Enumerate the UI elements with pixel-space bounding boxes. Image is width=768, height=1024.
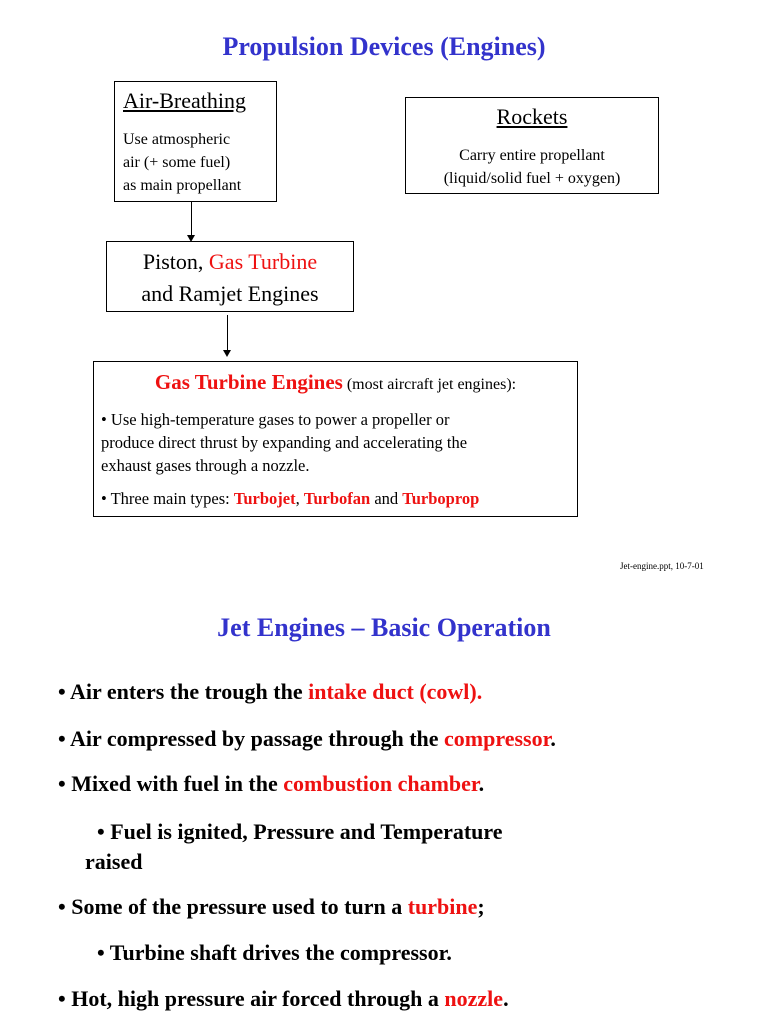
engine-types-line-2: and Ramjet Engines: [141, 281, 319, 306]
gas-turbine-bullet-2: [101, 489, 479, 509]
types-separator: ,: [295, 489, 304, 508]
bullet-text: .: [478, 771, 485, 796]
turbofan-label: Turbofan: [303, 489, 371, 508]
turbojet-label: Turbojet: [233, 489, 296, 508]
operation-bullet-turbine: [58, 894, 485, 920]
bullet-text: ;: [477, 894, 485, 919]
turboprop-label: Turboprop: [402, 489, 480, 508]
operation-bullet-nozzle: [58, 986, 509, 1012]
air-breathing-line: air (+ some fuel): [123, 154, 231, 171]
gas-turbine-engines-box: [93, 361, 578, 517]
bullet-1-line: produce direct thrust by expanding and accelerating the: [101, 433, 468, 452]
air-breathing-heading: Air-Breathing: [123, 88, 246, 113]
bullet-text: • Hot, high pressure air forced through a: [58, 986, 445, 1011]
piston-label: Piston,: [142, 249, 209, 274]
connector-arrow-2: [227, 315, 228, 351]
bullet-text: • Some of the pressure used to turn a: [58, 894, 408, 919]
arrowhead-2: [223, 350, 231, 357]
ignition-line-2: raised: [85, 849, 143, 874]
air-breathing-box: [114, 81, 277, 202]
rockets-box: [405, 97, 659, 194]
slide2-title: Jet Engines – Basic Operation: [217, 613, 551, 642]
operation-bullet-compressor: [58, 726, 556, 752]
gas-turbine-heading-rest: (most aircraft jet engines):: [342, 376, 517, 393]
gas-turbine-bullet-1: [101, 408, 467, 477]
bullet-text: • Air enters the trough the: [58, 679, 309, 704]
air-breathing-line: as main propellant: [123, 177, 242, 194]
bullet-text: • Air compressed by passage through the: [58, 726, 445, 751]
engine-types-line-1: [107, 242, 353, 278]
bullet-text: .: [550, 726, 556, 751]
slide1-title: Propulsion Devices (Engines): [222, 32, 546, 61]
rockets-description: [406, 144, 658, 190]
bullet-1-line: exhaust gases through a nozzle.: [101, 456, 310, 475]
types-prefix: • Three main types:: [101, 489, 234, 508]
intake-duct-highlight: intake duct (cowl).: [308, 679, 483, 704]
types-separator: and: [370, 489, 403, 508]
rockets-heading: Rockets: [496, 104, 568, 129]
bullet-text: .: [503, 986, 509, 1011]
nozzle-highlight: nozzle: [444, 986, 504, 1011]
slide-footer: Jet-engine.ppt, 10-7-01: [620, 561, 704, 571]
ignition-line-1: • Fuel is ignited, Pressure and Temperature: [97, 819, 503, 844]
bullet-1-line: • Use high-temperature gases to power a propeller or: [101, 410, 450, 429]
bullet-text: • Mixed with fuel in the: [58, 771, 284, 796]
rockets-line: Carry entire propellant: [459, 147, 605, 164]
operation-subbullet-ignition: [85, 817, 503, 877]
gas-turbine-heading-red: Gas Turbine Engines: [154, 370, 343, 394]
bullet-text: • Turbine shaft drives the compressor.: [97, 940, 452, 965]
gas-turbine-label: Gas Turbine: [208, 249, 318, 274]
compressor-highlight: compressor: [444, 726, 551, 751]
operation-bullet-intake: [58, 679, 482, 705]
operation-bullet-combustion: [58, 771, 484, 797]
air-breathing-description: [123, 128, 241, 197]
engine-types-box: [106, 241, 354, 312]
rockets-line: (liquid/solid fuel + oxygen): [443, 170, 621, 187]
connector-arrow-1: [191, 202, 192, 236]
combustion-chamber-highlight: combustion chamber: [283, 771, 479, 796]
operation-subbullet-shaft: [97, 940, 452, 966]
gas-turbine-heading: [94, 370, 577, 395]
turbine-highlight: turbine: [407, 894, 478, 919]
air-breathing-line: Use atmospheric: [123, 131, 231, 148]
